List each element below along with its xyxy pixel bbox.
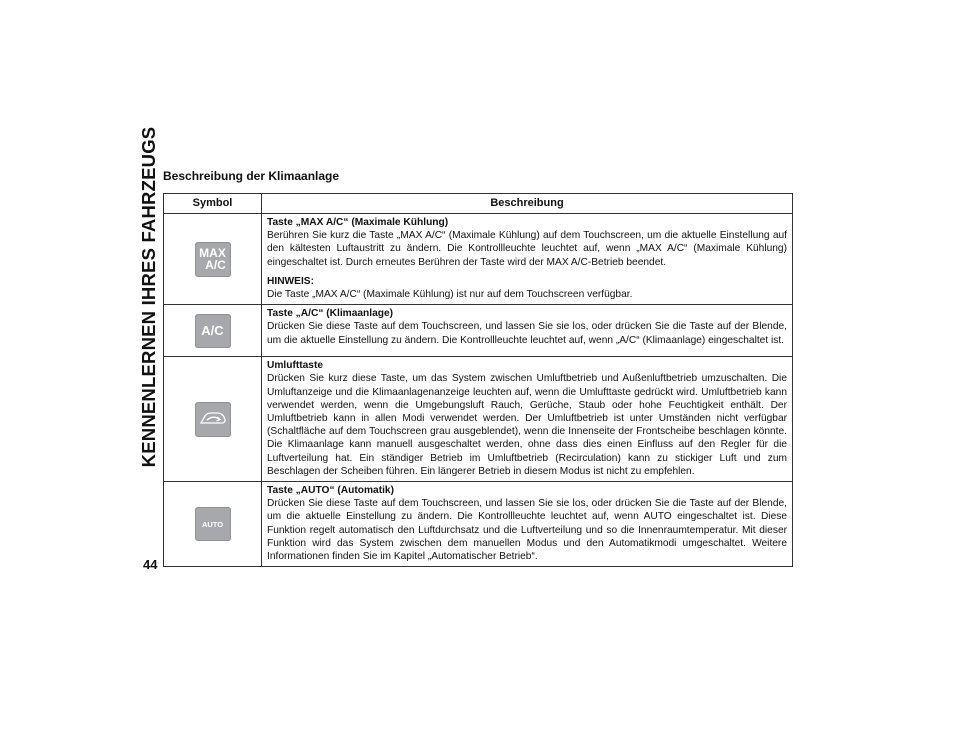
recirculation-glyph [199, 411, 227, 427]
header-symbol: Symbol [164, 194, 262, 214]
row-title: Taste „A/C“ (Klimaanlage) [267, 308, 394, 320]
header-description: Beschreibung [262, 194, 793, 214]
max-ac-icon [195, 242, 231, 277]
chapter-side-tab [138, 126, 160, 468]
symbol-cell [164, 357, 262, 482]
row-text: Drücken Sie kurz diese Taste, um das System zwischen Umluftbetrieb und Außenluftbetrieb umzuschalten. Die Umluftanzeige und die Klimaanlagenanzeige leuchten auf, wenn die Umlufttaste gedrückt wird. Umluftbetrieb kann verwendet werden, wenn die Umgebungsluft Rauch, Gerüche, Staub oder hohe Feuchtigkeit enthält. Der Umluftbetrieb kann in allen Modi verwendet werden. Der Umluftbetrieb ist unter Umständen nicht verfügbar (Schaltfläche auf dem Touchscreen grau ausgeblendet), wenn die Innenseite der Frontscheibe beschlagen könnte. Die Klimaanlage kann manuell ausgeschaltet werden, ohne dass dies einen Einfluss auf den Regler für die Luftverteilung hat. Ein ständiger Betrieb im Umluftbetrieb (Recirculation) kann zu stickiger Luft und zum Beschlagen der Scheiben führen. Ein längerer Betrieb in diesem Modus ist nicht zu empfehlen. [267, 373, 787, 477]
chapter-title: KENNENLERNEN IHRES FAHRZEUGS [138, 126, 159, 468]
climate-description-table [163, 193, 793, 567]
max-ac-icon-line1: MAX [199, 246, 226, 261]
page-number: 44 [143, 557, 158, 572]
symbol-cell [164, 214, 262, 305]
recirculation-icon [195, 402, 231, 437]
description-cell [262, 305, 793, 357]
max-ac-icon-line2: A/C [205, 258, 226, 273]
table-header-row [164, 194, 793, 214]
auto-icon-label: AUTO [201, 519, 224, 529]
note-title: HINWEIS: [267, 275, 314, 287]
section-title: Beschreibung der Klimaanlage [163, 169, 340, 183]
row-title: Umlufttaste [267, 360, 324, 372]
table-row [164, 482, 793, 567]
table-row [164, 214, 793, 305]
description-cell [262, 357, 793, 482]
row-text: Drücken Sie diese Taste auf dem Touchscreen, und lassen Sie sie los, oder drücken Sie die Taste auf der Blende, um die aktuelle Einstellung zu ändern. Die Kontrollleuchte leuchtet auf, wenn „A/C“ (Klimaanlage) eingeschaltet ist. [267, 321, 787, 346]
symbol-cell [164, 482, 262, 567]
description-cell [262, 482, 793, 567]
row-title: Taste „AUTO“ (Automatik) [267, 485, 394, 497]
table-row [164, 357, 793, 482]
description-cell [262, 214, 793, 305]
auto-icon [195, 507, 231, 541]
row-title: Taste „MAX A/C“ (Maximale Kühlung) [267, 217, 449, 228]
table-row [164, 305, 793, 357]
ac-icon-label: A/C [201, 323, 224, 339]
note-text: Die Taste „MAX A/C“ (Maximale Kühlung) ist nur auf dem Touchscreen verfügbar. [267, 289, 633, 301]
row-text: Drücken Sie diese Taste auf dem Touchscreen, und lassen Sie sie los, oder drücken Sie die Taste auf der Blende, um die aktuelle Einstellung zu ändern. Die Kontrollleuchte leuchtet auf, wenn AUTO eingeschaltet ist. Diese Funktion regelt automatisch den Luftdurchsatz und die Luftverteilung und so die Innenraumtemperatur. Mit dieser Funktion wird das System zwischen dem manuellen Modus und den Automatikmodi umgeschaltet. Weitere Informationen finden Sie im Kapitel „Automatischer Betrieb“. [267, 498, 787, 563]
row-text: Berühren Sie kurz die Taste „MAX A/C“ (Maximale Kühlung) auf dem Touchscreen, um die aktuelle Einstellung auf den kältesten Luftaustritt zu ändern. Die Kontrollleuchte leuchtet auf, wenn „MAX A/C“ (Maximale Kühlung) eingeschaltet ist. Durch erneutes Berühren der Taste wird der MAX A/C-Betrieb beendet. [267, 230, 787, 268]
symbol-cell [164, 305, 262, 357]
ac-icon [195, 314, 231, 348]
